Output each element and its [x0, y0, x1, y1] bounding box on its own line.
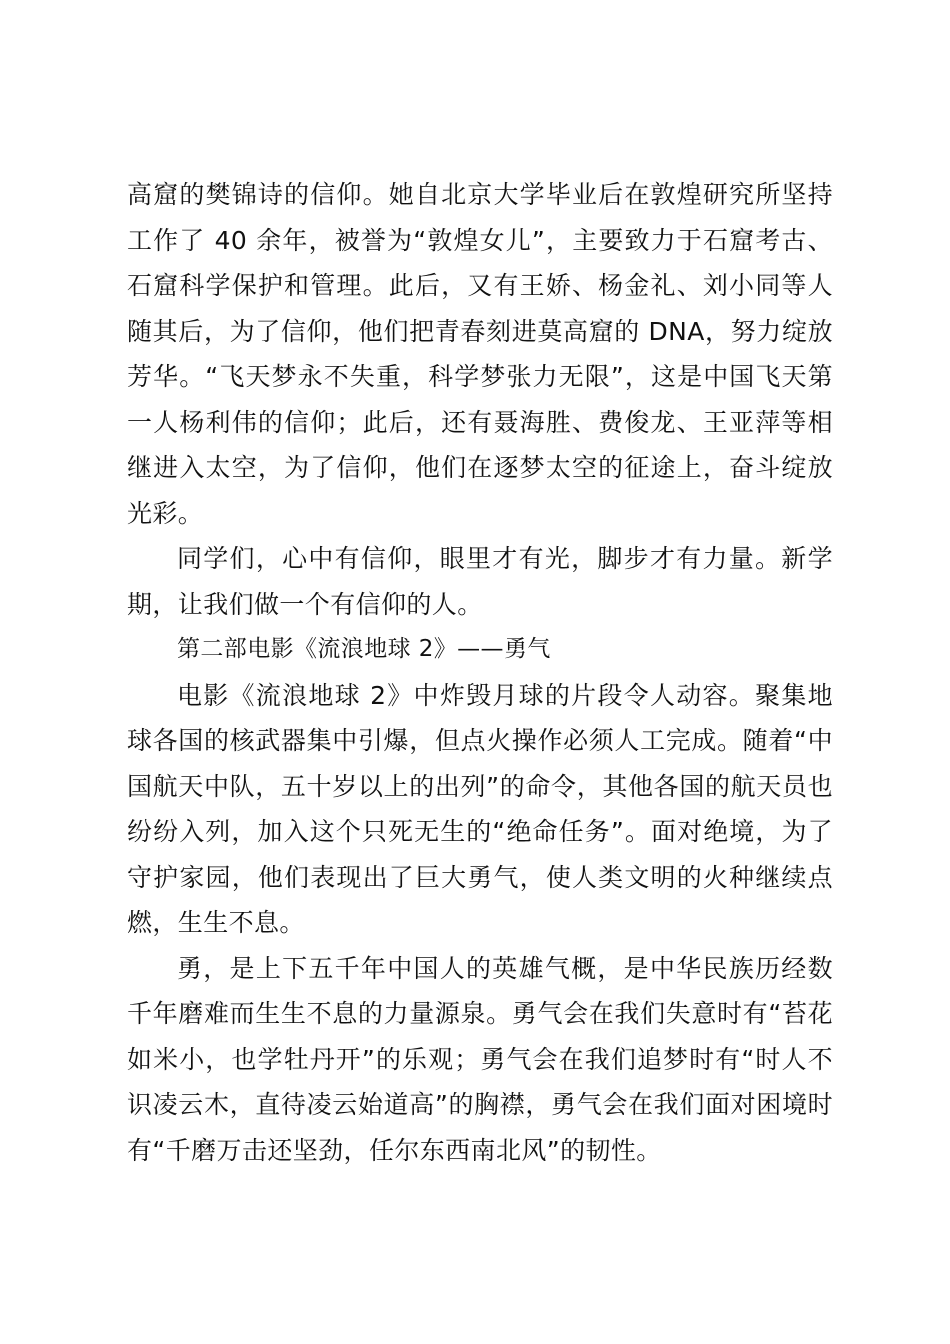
paragraph-faith-conclusion: 同学们，心中有信仰，眼里才有光，脚步才有力量。新学期，让我们做一个有信仰的人。 — [127, 544, 833, 619]
paragraph-wandering-earth: 电影《流浪地球 2》中炸毁月球的片段令人动容。聚集地球各国的核武器集中引爆，但点火操作必须人工完成。随着“中国航天中队，五十岁以上的出列”的命令，其他各国的航天员也纷纷入列，加入这个只死无生的“绝命任务”。面对绝境，为了守护家园，他们表现出了巨大勇气，使人类文明的火种继续点燃，生生不息。 — [127, 680, 833, 937]
document-body — [127, 172, 833, 1173]
paragraph-continuation-faith: 高窟的樊锦诗的信仰。她自北京大学毕业后在敦煌研究所坚持工作了 40 余年，被誉为“敦煌女儿”，主要致力于石窟考古、石窟科学保护和管理。此后，又有王娇、杨金礼、刘小同等人随其后，为了信仰，他们把青春刻进莫高窟的 DNA，努力绽放芳华。“飞天梦永不失重，科学梦张力无限”，这是中国飞天第一人杨利伟的信仰；此后，还有聂海胜、费俊龙、王亚萍等相继进入太空，为了信仰，他们在逐梦太空的征途上，奋斗绽放光彩。 — [127, 180, 833, 528]
section-heading-courage: 第二部电影《流浪地球 2》——勇气 — [177, 636, 551, 662]
paragraph-courage-meaning: 勇，是上下五千年中国人的英雄气概，是中华民族历经数千年磨难而生生不息的力量源泉。勇气会在我们失意时有“苔花如米小，也学牡丹开”的乐观；勇气会在我们追梦时有“时人不识凌云木，直待凌云始道高”的胸襟，勇气会在我们面对困境时有“千磨万击还坚劲，任尔东西南北风”的韧性。 — [127, 953, 833, 1165]
